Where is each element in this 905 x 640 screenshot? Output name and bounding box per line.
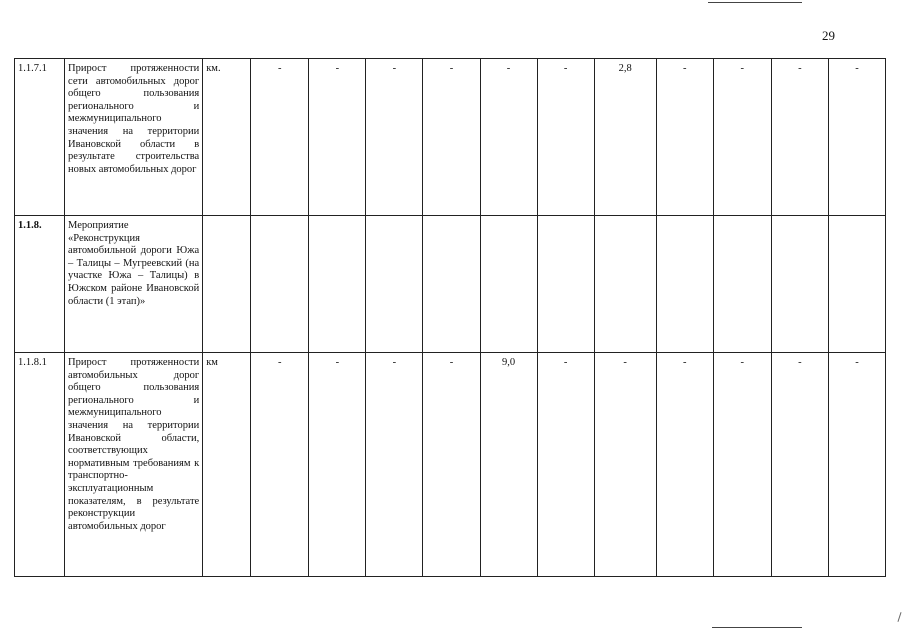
row-code: 1.1.7.1 xyxy=(18,63,47,74)
row-unit xyxy=(203,216,251,353)
value-cell: - xyxy=(309,353,366,577)
value-cell: - xyxy=(713,353,771,577)
table-row xyxy=(15,353,886,577)
value-cell xyxy=(251,216,309,353)
value-cell: - xyxy=(656,353,713,577)
row-code: 1.1.8. xyxy=(18,220,42,231)
value-cell: 2,8 xyxy=(594,59,656,216)
row-code-cell xyxy=(15,216,65,353)
table-row xyxy=(15,216,886,353)
table-row xyxy=(15,59,886,216)
value-cell: - xyxy=(828,59,885,216)
value-cell xyxy=(423,216,480,353)
value-cell xyxy=(713,216,771,353)
row-description: Прирост протяженности сети автомобильных дорог общего пользования регионального и межмуниципального значения на территории Ивановской области в результате строительства новых автомобильных дорог xyxy=(65,59,203,216)
value-cell: - xyxy=(423,353,480,577)
row-unit: км. xyxy=(203,59,251,216)
scan-artifact-line-bottom xyxy=(712,627,802,628)
value-cell: - xyxy=(537,59,594,216)
row-unit: км xyxy=(203,353,251,577)
row-code: 1.1.8.1 xyxy=(18,357,47,368)
value-cell: - xyxy=(713,59,771,216)
row-description: Мероприятие «Реконструкция автомобильной дороги Южа – Талицы – Мугреевский (на участке Южа – Талицы) в Южском районе Ивановской области (1 этап)» xyxy=(65,216,203,353)
value-cell xyxy=(309,216,366,353)
value-cell xyxy=(771,216,828,353)
value-cell: - xyxy=(771,353,828,577)
value-cell: - xyxy=(366,59,423,216)
value-cell: - xyxy=(656,59,713,216)
value-cell: - xyxy=(537,353,594,577)
value-cell: - xyxy=(771,59,828,216)
value-cell xyxy=(366,216,423,353)
row-code-cell xyxy=(15,353,65,577)
scan-artifact-line-top xyxy=(708,2,802,3)
scan-artifact-mark xyxy=(897,612,901,622)
value-cell: - xyxy=(423,59,480,216)
value-cell: - xyxy=(366,353,423,577)
row-description: Прирост протяженности автомобильных дорог общего пользования регионального и межмуниципального значения на территории Ивановской области, соответствующих нормативным требованиям к транспортно-эксплуатационным показателям, в результате реконструкции автомобильных дорог xyxy=(65,353,203,577)
value-cell xyxy=(594,216,656,353)
row-code-cell xyxy=(15,59,65,216)
value-cell: - xyxy=(251,59,309,216)
value-cell xyxy=(480,216,537,353)
value-cell xyxy=(537,216,594,353)
value-cell: - xyxy=(594,353,656,577)
value-cell: - xyxy=(309,59,366,216)
value-cell: 9,0 xyxy=(480,353,537,577)
value-cell: - xyxy=(480,59,537,216)
value-cell xyxy=(656,216,713,353)
value-cell xyxy=(828,216,885,353)
indicator-table xyxy=(14,58,886,577)
value-cell: - xyxy=(251,353,309,577)
value-cell: - xyxy=(828,353,885,577)
page-number: 29 xyxy=(822,28,835,43)
